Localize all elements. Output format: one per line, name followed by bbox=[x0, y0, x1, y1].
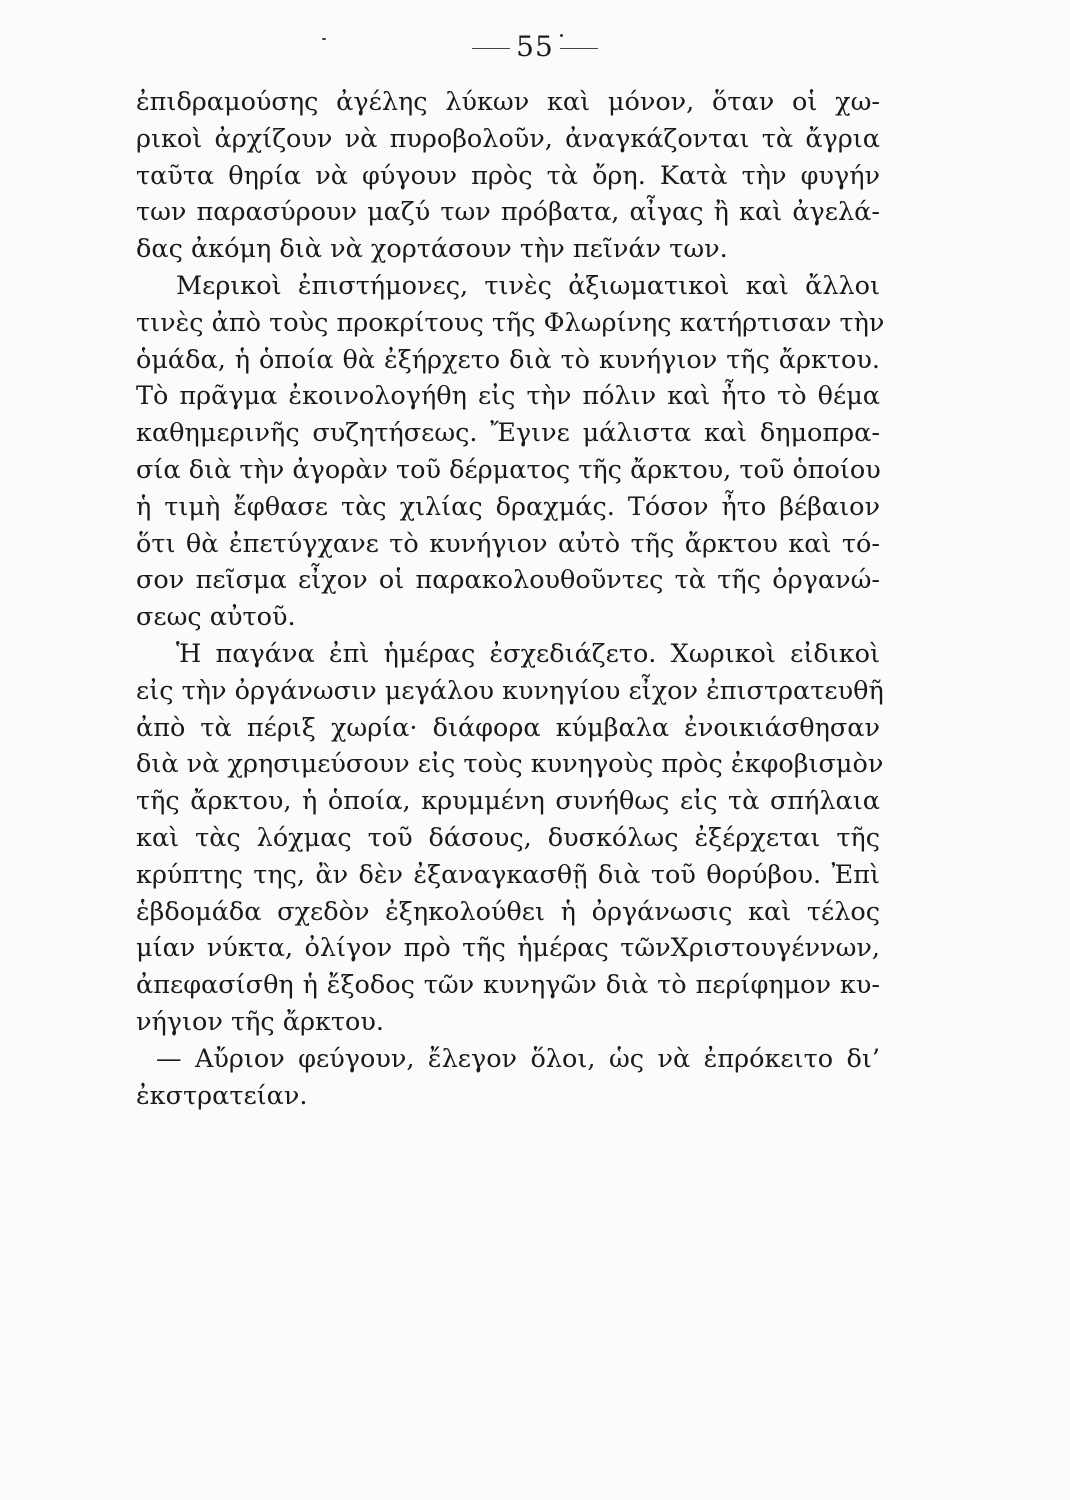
text-line: δας ἀκόμη διὰ νὰ χορτάσουν τὴν πεῖνάν των. bbox=[136, 234, 728, 265]
scan-speck bbox=[322, 38, 326, 40]
paragraph bbox=[136, 636, 884, 1041]
page-number: 55 bbox=[516, 30, 554, 63]
text-line: κρύπτης της, ἂν δὲν ἐξαναγκασθῇ διὰ τοῦ θορύβου. Ἐπὶ bbox=[136, 859, 880, 890]
text-line: Μερικοὶ ἐπιστήμονες, τινὲς ἀξιωματικοὶ καὶ ἄλλοι bbox=[176, 270, 880, 301]
text-line: — Αὔριον φεύγουν, ἔλεγον ὅλοι, ὡς νὰ ἐπρόκειτο δι’ bbox=[156, 1043, 880, 1074]
text-line: ὅτι θὰ ἐπετύγχανε τὸ κυνήγιον αὐτὸ τῆς ἄρκτου καὶ τό- bbox=[136, 528, 880, 559]
text-line: καὶ τὰς λόχμας τοῦ δάσους, δυσκόλως ἐξέρχεται τῆς bbox=[136, 822, 880, 853]
text-line: σον πεῖσμα εἶχον οἱ παρακολουθοῦντες τὰ τῆς ὀργανώ- bbox=[136, 565, 880, 596]
text-line: τινὲς ἀπὸ τοὺς προκρίτους τῆς Φλωρίνης κατήρτισαν τὴν bbox=[136, 307, 885, 338]
scan-speck bbox=[560, 34, 563, 37]
text-line: Τὸ πρᾶγμα ἐκοινολογήθη εἰς τὴν πόλιν καὶ ἦτο τὸ θέμα bbox=[136, 381, 880, 412]
page-number-rule-left bbox=[472, 48, 510, 49]
paragraph bbox=[136, 268, 885, 636]
text-line: ἀπὸ τὰ πέριξ χωρία· διάφορα κύμβαλα ἐνοικιάσθησαν bbox=[136, 712, 880, 743]
text-line: ἀπεφασίσθη ἡ ἔξοδος τῶν κυνηγῶν διὰ τὸ περίφημον κυ- bbox=[136, 970, 880, 1001]
text-line: ἑβδομάδα σχεδὸν ἐξηκολούθει ἡ ὀργάνωσις καὶ τέλος bbox=[136, 896, 880, 927]
page-number-rule-right bbox=[560, 48, 598, 49]
paragraph bbox=[136, 1041, 880, 1115]
body-text bbox=[136, 84, 885, 1114]
text-line: σεως αὐτοῦ. bbox=[136, 602, 296, 633]
text-line: νήγιον τῆς ἄρκτου. bbox=[136, 1006, 384, 1037]
page-number-header bbox=[0, 30, 1070, 63]
text-line: τῆς ἄρκτου, ἡ ὁποία, κρυμμένη συνήθως εἰς τὰ σπήλαια bbox=[136, 786, 880, 817]
text-line: εἰς τὴν ὀργάνωσιν μεγάλου κυνηγίου εἶχον ἐπιστρατευθῆ bbox=[136, 675, 884, 706]
text-line: καθημερινῆς συζητήσεως. Ἔγινε μάλιστα καὶ δημοπρα- bbox=[136, 418, 880, 449]
text-line: ἡ τιμὴ ἔφθασε τὰς χιλίας δραχμάς. Τόσον ἦτο βέβαιον bbox=[136, 491, 880, 522]
paragraph bbox=[136, 84, 880, 268]
text-line: ὁμάδα, ἡ ὁποία θὰ ἐξήρχετο διὰ τὸ κυνήγιον τῆς ἄρκτου. bbox=[136, 344, 880, 375]
text-line: μίαν νύκτα, ὀλίγον πρὸ τῆς ἡμέρας τῶνΧριστουγέννων, bbox=[136, 933, 880, 964]
text-line: ἐπιδραμούσης ἀγέλης λύκων καὶ μόνον, ὅταν οἱ χω- bbox=[136, 87, 880, 117]
text-line: διὰ νὰ χρησιμεύσουν εἰς τοὺς κυνηγοὺς πρὸς ἐκφοβισμὸν bbox=[136, 749, 884, 780]
text-line: ταῦτα θηρία νὰ φύγουν πρὸς τὰ ὄρη. Κατὰ τὴν φυγήν bbox=[136, 160, 880, 191]
text-line: ρικοὶ ἀρχίζουν νὰ πυροβολοῦν, ἀναγκάζονται τὰ ἄγρια bbox=[136, 123, 880, 154]
text-line: Ἡ παγάνα ἐπὶ ἡμέρας ἐσχεδιάζετο. Χωρικοὶ εἰδικοὶ bbox=[176, 638, 880, 669]
text-line: σία διὰ τὴν ἀγορὰν τοῦ δέρματος τῆς ἄρκτου, τοῦ ὁποίου bbox=[136, 454, 881, 485]
text-line: των παρασύρουν μαζύ των πρόβατα, αἶγας ἢ καὶ ἀγελά- bbox=[136, 197, 880, 228]
text-line: ἐκστρατείαν. bbox=[136, 1080, 308, 1111]
